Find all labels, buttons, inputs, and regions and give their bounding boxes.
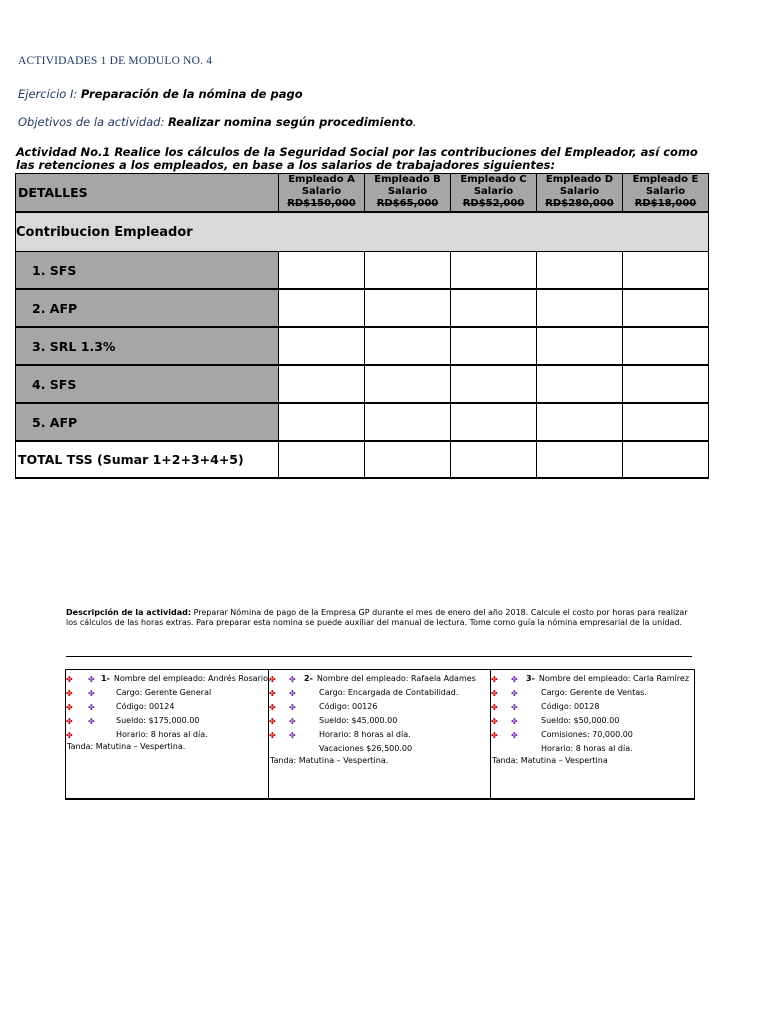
input-cell[interactable] bbox=[279, 403, 365, 441]
activity-description bbox=[66, 608, 696, 628]
flag-bullet-icon: ✤ ✤ bbox=[269, 675, 296, 684]
objetivos-label: Objetivos de la actividad: bbox=[18, 115, 165, 129]
employee-d-header bbox=[537, 174, 623, 213]
input-cell[interactable] bbox=[537, 289, 623, 327]
input-cell[interactable] bbox=[451, 441, 537, 478]
employee-salary: RD$65,000 bbox=[376, 198, 439, 209]
description-text: Preparar Nómina de pago de la Empresa GP durante el mes de enero del año 2018. Calcule el costo por horas para realizar los cálculos de las horas extras. Para preparar esta nomina se puede auxiliar del manual de lectura. Tome como guía la nómina empresarial de la unidad. bbox=[66, 608, 688, 627]
employee-card-1 bbox=[66, 670, 269, 798]
input-cell[interactable] bbox=[365, 327, 451, 365]
card-field: Comisiones: 70,000.00 bbox=[541, 730, 633, 739]
row-label-afp-2: 5. AFP bbox=[16, 403, 279, 441]
input-cell[interactable] bbox=[365, 289, 451, 327]
table-row bbox=[16, 327, 709, 365]
input-cell[interactable] bbox=[537, 365, 623, 403]
input-cell[interactable] bbox=[451, 403, 537, 441]
input-cell[interactable] bbox=[451, 365, 537, 403]
objetivos-end: . bbox=[412, 115, 417, 129]
input-cell[interactable] bbox=[365, 403, 451, 441]
input-cell[interactable] bbox=[451, 327, 537, 365]
input-cell[interactable] bbox=[537, 441, 623, 478]
employee-a-header bbox=[279, 174, 365, 213]
card-number: 1- bbox=[101, 674, 110, 683]
card-tanda: Tanda: Matutina – Vespertina. bbox=[67, 742, 186, 751]
salario-label: Salario bbox=[473, 186, 514, 197]
input-cell[interactable] bbox=[537, 327, 623, 365]
table-row bbox=[16, 365, 709, 403]
card-title bbox=[526, 672, 689, 686]
flag-bullet-icon: ✤ ✤ bbox=[66, 675, 95, 684]
actividad-instructions: Actividad No.1 Realice los cálculos de la Seguridad Social por las contribuciones del Empleador, así como las retenciones a los empleados, en base a los salarios de trabajadores siguientes: bbox=[16, 145, 698, 172]
input-cell[interactable] bbox=[623, 289, 709, 327]
card-field: Cargo: Gerente General bbox=[116, 688, 212, 697]
card-field: Horario: 8 horas al día. bbox=[116, 730, 208, 739]
description-label: Descripción de la actividad: bbox=[66, 608, 192, 617]
divider bbox=[66, 656, 692, 657]
card-field: Sueldo: $45,000.00 bbox=[319, 716, 398, 725]
input-cell[interactable] bbox=[365, 252, 451, 290]
employee-name: Empleado D bbox=[545, 174, 614, 185]
employee-salary: RD$18,000 bbox=[634, 198, 697, 209]
input-cell[interactable] bbox=[623, 327, 709, 365]
input-cell[interactable] bbox=[279, 289, 365, 327]
input-cell[interactable] bbox=[623, 252, 709, 290]
table-row bbox=[16, 252, 709, 290]
input-cell[interactable] bbox=[279, 327, 365, 365]
objetivos-line bbox=[18, 115, 417, 129]
employee-e-header bbox=[623, 174, 709, 213]
input-cell[interactable] bbox=[365, 441, 451, 478]
ejercicio-line bbox=[18, 87, 303, 101]
salario-label: Salario bbox=[387, 186, 428, 197]
card-tanda: Tanda: Matutina – Vespertina bbox=[492, 756, 608, 765]
card-field: Código: 00124 bbox=[116, 702, 175, 711]
employee-name: Empleado E bbox=[632, 174, 699, 185]
employee-name: Empleado B bbox=[374, 174, 441, 185]
salario-label: Salario bbox=[645, 186, 686, 197]
flag-bullet-icon: ✤ ✤ bbox=[269, 703, 296, 712]
flag-bullet-icon: ✤ ✤ bbox=[66, 703, 95, 712]
input-cell[interactable] bbox=[451, 289, 537, 327]
flag-bullet-icon: ✤ ✤ bbox=[269, 689, 296, 698]
employee-salary: RD$150,000 bbox=[287, 198, 356, 209]
row-label-sfs-2: 4. SFS bbox=[16, 365, 279, 403]
card-number: 3- bbox=[526, 674, 535, 683]
objetivos-text: Realizar nomina según procedimiento bbox=[168, 115, 413, 129]
flag-bullet-icon: ✤ ✤ bbox=[269, 731, 296, 740]
input-cell[interactable] bbox=[623, 441, 709, 478]
card-field: Horario: 8 horas al día. bbox=[541, 744, 633, 753]
input-cell[interactable] bbox=[365, 365, 451, 403]
input-cell[interactable] bbox=[279, 365, 365, 403]
employee-b-header bbox=[365, 174, 451, 213]
employee-card-2 bbox=[269, 670, 491, 798]
flag-bullet-icon: ✤ bbox=[66, 731, 73, 740]
card-field: Vacaciones $26,500.00 bbox=[319, 744, 413, 753]
section-row-contribucion bbox=[16, 212, 709, 252]
card-number: 2- bbox=[304, 674, 313, 683]
input-cell[interactable] bbox=[451, 252, 537, 290]
row-label-sfs: 1. SFS bbox=[16, 252, 279, 290]
input-cell[interactable] bbox=[279, 252, 365, 290]
detalles-header: DETALLES bbox=[16, 174, 279, 213]
employee-salary: RD$280,000 bbox=[545, 198, 614, 209]
input-cell[interactable] bbox=[623, 365, 709, 403]
card-title bbox=[304, 672, 476, 686]
row-label-srl: 3. SRL 1.3% bbox=[16, 327, 279, 365]
card-employee-name: Nombre del empleado: Rafaela Adames bbox=[316, 674, 476, 683]
flag-bullet-icon: ✤ ✤ bbox=[491, 675, 518, 684]
table-header-row bbox=[16, 174, 709, 213]
card-field: Cargo: Encargada de Contabilidad. bbox=[319, 688, 459, 697]
row-label-afp: 2. AFP bbox=[16, 289, 279, 327]
table-row bbox=[16, 289, 709, 327]
card-field: Código: 00128 bbox=[541, 702, 600, 711]
employee-name: Empleado C bbox=[460, 174, 527, 185]
ejercicio-label: Ejercicio I: bbox=[18, 87, 78, 101]
employee-cards bbox=[65, 669, 695, 800]
input-cell[interactable] bbox=[279, 441, 365, 478]
flag-bullet-icon: ✤ ✤ bbox=[66, 717, 95, 726]
flag-bullet-icon: ✤ ✤ bbox=[269, 717, 296, 726]
flag-bullet-icon: ✤ ✤ bbox=[491, 703, 518, 712]
flag-bullet-icon: ✤ ✤ bbox=[491, 689, 518, 698]
ejercicio-text: Preparación de la nómina de pago bbox=[80, 87, 303, 101]
salario-label: Salario bbox=[559, 186, 600, 197]
card-field: Sueldo: $50,000.00 bbox=[541, 716, 620, 725]
document-title: ACTIVIDADES 1 DE MODULO NO. 4 bbox=[18, 55, 213, 67]
input-cell[interactable] bbox=[623, 403, 709, 441]
card-field: Sueldo: $175,000.00 bbox=[116, 716, 200, 725]
employee-salary: RD$52,000 bbox=[462, 198, 525, 209]
card-employee-name: Nombre del empleado: Carla Ramírez bbox=[538, 674, 690, 683]
employee-name: Empleado A bbox=[288, 174, 355, 185]
card-title bbox=[101, 672, 270, 686]
card-field: Código: 00126 bbox=[319, 702, 378, 711]
card-employee-name: Nombre del empleado: Andrés Rosario. bbox=[113, 674, 271, 683]
flag-bullet-icon: ✤ ✤ bbox=[491, 717, 518, 726]
total-row bbox=[16, 441, 709, 478]
total-label: TOTAL TSS (Sumar 1+2+3+4+5) bbox=[16, 441, 279, 478]
salario-label: Salario bbox=[301, 186, 342, 197]
flag-bullet-icon: ✤ ✤ bbox=[66, 689, 95, 698]
card-field: Horario: 8 horas al día. bbox=[319, 730, 411, 739]
input-cell[interactable] bbox=[537, 403, 623, 441]
input-cell[interactable] bbox=[537, 252, 623, 290]
employee-c-header bbox=[451, 174, 537, 213]
employee-card-3 bbox=[491, 670, 694, 798]
table-row bbox=[16, 403, 709, 441]
section-label: Contribucion Empleador bbox=[16, 212, 709, 252]
tss-table bbox=[15, 173, 709, 479]
card-tanda: Tanda: Matutina – Vespertina. bbox=[270, 756, 389, 765]
card-field: Cargo: Gerente de Ventas. bbox=[541, 688, 647, 697]
flag-bullet-icon: ✤ ✤ bbox=[491, 731, 518, 740]
